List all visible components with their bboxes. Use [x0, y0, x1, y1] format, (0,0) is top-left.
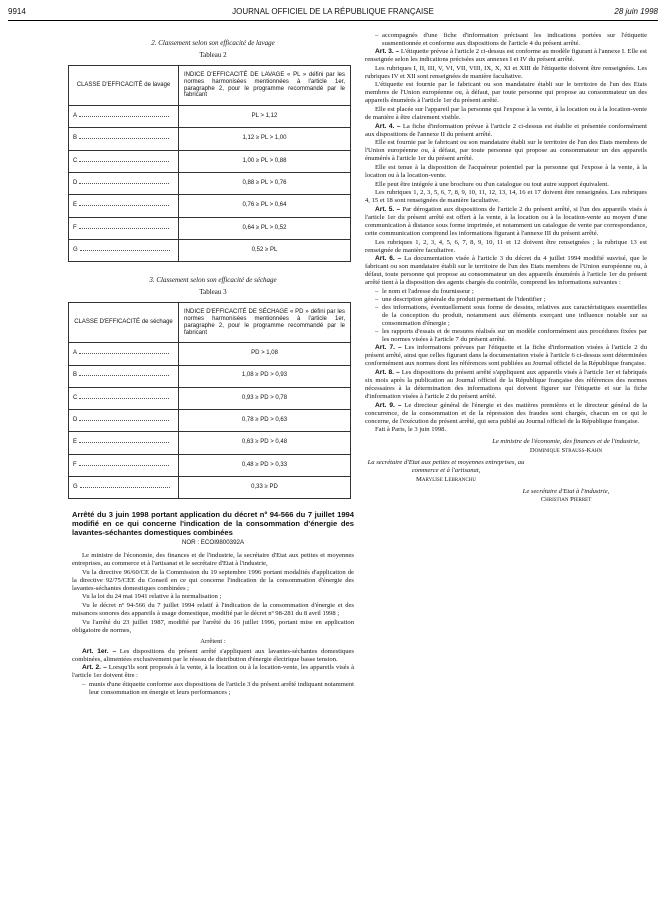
article-label: Art. 6. – [375, 255, 402, 263]
class-letter: C [73, 394, 78, 401]
article-5 [365, 206, 647, 238]
list-item: – des informations, éventuellement sous forme de dessins, relatives aux caractéristiques essentielles de la conception du produit, notamment aux éléments exerçant une influence notable sur sa consommation d'énergie ; [375, 304, 647, 328]
class-letter: G [73, 483, 78, 490]
table-row [69, 217, 351, 239]
signatory-role: Le secrétaire d'Etat à l'industrie, [522, 487, 610, 495]
table-row [69, 172, 351, 194]
section-title: 2. Classement selon son efficacité de lavage [151, 39, 275, 47]
article-text: L'étiquette prévue à l'article 2 ci-dessus est conforme au modèle figurant à l'annexe I. Elle est renseignée selon les indications précisées aux annexes I et IV du présent arrêté. [365, 48, 648, 64]
table-title: Tableau 2 [199, 50, 227, 59]
efficiency-class [69, 343, 179, 365]
dot-leader [79, 420, 169, 421]
article-label: Art. 4. – [375, 122, 401, 130]
efficiency-index-range: 0,64 ≥ PL > 0,52 [179, 217, 351, 239]
table-header-row [69, 66, 351, 106]
class-letter: B [73, 135, 78, 142]
class-letter: F [73, 461, 77, 468]
preamble-paragraph: Vu la directive 96/60/CE de la Commission du 19 septembre 1996 portant modalités d'application de la directive 92/75/CEE du Conseil en ce qui concerne l'indication de la consommation d'énergie des lavantes-séchantes domestiques combinées ; [72, 568, 354, 592]
arrete-title: Arrêté du 3 juin 1998 portant application du décret nº 94-566 du 7 juillet 1994 modifié en ce qui concerne l'indication de la consommation d'énergie des lavantes-séchantes domestiques combinées [72, 510, 354, 537]
table-row [69, 432, 351, 454]
paragraph: Les rubriques 1, 2, 3, 5, 6, 7, 8, 9, 10, 11, 12, 13, 14, 16 et 17 doivent être renseignées. Les rubriques 4, 15 et 18 sont renseignées de manière facultative. [365, 189, 647, 205]
article-2-list [72, 681, 354, 697]
article-label: Art. 8. – [375, 369, 400, 376]
nor-reference: NOR : ECOI9800392A [181, 539, 245, 547]
article-label: Art. 3. – [375, 48, 400, 56]
table-row [69, 476, 351, 498]
paragraph: L'étiquette est fournie par le fabricant ou son mandataire établi sur le territoire de l'un des Etats membres de l'Union européenne ou, à défaut, par toute personne qui propose au consommateur un des appareils énumérés à l'article 1er du présent arrêté. [365, 81, 647, 105]
efficiency-index-range: 0,52 ≥ PL [179, 239, 351, 261]
article-8 [365, 369, 647, 401]
dot-leader [79, 161, 169, 162]
class-letter: C [73, 157, 78, 164]
paragraph: Elle est tenue à la disposition de l'acquéreur potentiel par la personne qui l'expose à la vente, à la location ou à la location-vente. [365, 164, 647, 180]
article-text: La fiche d'information prévue à l'article 2 ci-dessus est établie et présentée conformément aux dispositions de l'annexe II du présent arrêté. [365, 122, 648, 138]
efficiency-class [69, 454, 179, 476]
dot-leader [79, 228, 169, 229]
list-item: – accompagnés d'une fiche d'information précisant les indications portées sur l'étiquette susmentionnée et conforme aux dispositions de l'article 4 du présent arrêté. [375, 32, 647, 48]
list-item: – munis d'une étiquette conforme aux dispositions de l'article 3 du présent arrêté indiquant notamment leur consommation en énergie et leurs performances ; [82, 681, 354, 697]
table-row [69, 239, 351, 261]
article-6-list [365, 288, 647, 344]
table-row [69, 106, 351, 128]
signatory-role: La secrétaire d'Etat aux petites et moyennes entreprises, au commerce et à l'artisanat, [367, 459, 525, 475]
efficiency-index-range: 0,76 ≥ PL > 0,64 [179, 195, 351, 217]
efficiency-index-range: 1,08 ≥ PD > 0,93 [179, 365, 351, 387]
table-row [69, 195, 351, 217]
dot-leader [79, 205, 169, 206]
efficiency-index-range: 0,48 ≥ PD > 0,33 [179, 454, 351, 476]
efficiency-index-range: PL > 1,12 [179, 106, 351, 128]
dot-leader [79, 398, 169, 399]
dot-leader [79, 183, 169, 184]
page-number: 9914 [8, 7, 26, 16]
signatory-name: Christian Pierret [540, 496, 592, 504]
efficiency-index-range: 0,63 ≥ PD > 0,48 [179, 432, 351, 454]
efficiency-class [69, 106, 179, 128]
dot-leader [79, 375, 169, 376]
article-text: La documentation visée à l'article 3 du décret du 4 juillet 1994 modifié susvisé, que le fabricant ou son mandataire établi sur le territoire de l'un des Etats membres de l'Union européenne ou, à défaut, toute personne qui propose au consommateur un des appareils énumérés à l'article 1er du présent arrêté tient à la disposition des agents chargés du contrôle, comprend les informations suivantes : [365, 255, 648, 287]
article-text: Par dérogation aux dispositions de l'article 2 du présent arrêté, si l'un des appareils visés à l'article 1er du présent arrêté est offert à la vente, à la location ou à la location-vente au moyen d'une communication à distance sous forme imprimée, et notamment un catalogue de vente par correspondance, cette communication comprend les informations figurant à l'annexe III du présent arrêté. [365, 206, 647, 238]
journal-title: JOURNAL OFFICIEL DE LA RÉPUBLIQUE FRANÇAISE [232, 7, 434, 16]
efficiency-class [69, 150, 179, 172]
table-row [69, 150, 351, 172]
efficiency-index-range: 0,78 ≥ PD > 0,63 [179, 410, 351, 432]
efficiency-index-range: 0,93 ≥ PD > 0,78 [179, 387, 351, 409]
paragraph: Elle est fournie par le fabricant ou son mandataire établi sur le territoire de l'un des Etats membres de l'Union européenne ou, à défaut, par toute personne qui propose au consommateur un des appareils énumérés à l'article 1er du présent arrêté. [365, 139, 647, 163]
dot-leader [80, 487, 170, 488]
dot-leader [79, 138, 169, 139]
table-row [69, 343, 351, 365]
article-7 [365, 344, 647, 368]
class-letter: E [73, 439, 78, 446]
class-letter: D [73, 417, 78, 424]
page-header [8, 7, 658, 21]
efficiency-index-range: 1,00 ≥ PL > 0,88 [179, 150, 351, 172]
dot-leader [79, 116, 169, 117]
signatory-role: Le ministre de l'économie, des finances et de l'industrie, [492, 438, 640, 446]
efficiency-index-range: 0,88 ≥ PL > 0,76 [179, 172, 351, 194]
article-2 [72, 664, 354, 680]
list-item: – une description générale du produit permettant de l'identifier ; [375, 296, 647, 304]
efficiency-class [69, 432, 179, 454]
table-row [69, 454, 351, 476]
right-column [365, 32, 647, 505]
article-4 [365, 123, 647, 139]
preamble-paragraph: Vu l'arrêté du 23 juillet 1987, modifié par l'arrêté du 16 juillet 1996, portant mise en application obligatoire de normes, [72, 618, 354, 634]
dot-leader [79, 465, 169, 466]
signatory-name: Dominique Strauss-Kahn [529, 447, 603, 455]
section-title: 3. Classement selon son efficacité de séchage [149, 276, 277, 285]
paragraph: Les rubriques I, II, III, V, VI, VII, VIII, IX, X, XI et XIII de l'étiquette doivent être renseignées. Les rubriques IV et XII sont renseignées de manière facultative. [365, 64, 647, 80]
preamble-paragraph: Vu le décret nº 94-566 du 7 juillet 1994 relatif à l'indication de la consommation d'énergie et des nuisances sonores des appareils à usage domestique, modifié par le décret nº 98-281 du 8 avril 1998 ; [72, 601, 354, 617]
table-row [69, 128, 351, 150]
article-label: Art. 2. – [82, 664, 107, 672]
paragraph: Elle est placée sur l'appareil par la personne qui l'expose à la vente, à la location ou à la location-vente de manière à être clairement visible. [365, 106, 647, 122]
efficiency-class [69, 128, 179, 150]
table-header-class: CLASSE D'EFFICACITÉ de lavage [69, 66, 179, 106]
article-label: Art. 1er. – [82, 647, 117, 655]
arretent-heading: Arrêtent : [200, 637, 226, 645]
paragraph: Les rubriques 1, 2, 3, 4, 5, 6, 7, 8, 9, 10, 11 et 12 doivent être renseignées ; la rubrique 13 est renseignée de manière facultative. [365, 238, 647, 254]
efficiency-class [69, 217, 179, 239]
publication-date: 28 juin 1998 [614, 7, 658, 16]
table-header-class: CLASSE D'EFFICACITÉ de séchage [69, 303, 179, 343]
article-9 [365, 402, 647, 426]
preamble-paragraph: Le ministre de l'économie, des finances et de l'industrie, la secrétaire d'Etat aux petites et moyennes entreprises, au commerce et à l'artisanat et le secrétaire d'Etat à l'industrie, [72, 552, 354, 568]
table-row [69, 410, 351, 432]
preamble [72, 552, 354, 635]
class-letter: B [73, 372, 78, 379]
table-header-index: INDICE D'EFFICACITÉ DE LAVAGE « PL » défini par les normes harmonisées mentionnées à l'article 1er, paragraphe 2, pour le programme recommandé par le fabricant [179, 66, 351, 106]
article-text: Les dispositions du présent arrêté s'appliquent aux lavantes-séchantes domestiques combinées, alimentées exclusivement par le réseau de distribution d'énergie électrique basse tension. [72, 647, 354, 663]
article-1 [72, 648, 354, 664]
article-6 [365, 255, 647, 287]
drying-efficiency-table [68, 302, 351, 499]
efficiency-class [69, 476, 179, 498]
efficiency-class [69, 410, 179, 432]
signature-block [485, 438, 647, 455]
list-item: – le nom et l'adresse du fournisseur ; [375, 288, 647, 296]
class-letter: A [73, 113, 78, 120]
efficiency-class [69, 239, 179, 261]
table-header-row [69, 303, 351, 343]
table-row [69, 387, 351, 409]
article-3 [365, 48, 647, 64]
dot-leader [79, 442, 169, 443]
table-header-index: INDICE D'EFFICACITÉ DE SÉCHAGE « PD » défini par les normes harmonisées mentionnées à l'article 1er, paragraphe 2, pour le programme recommandé par le fabricant [179, 303, 351, 343]
article-text: Le directeur général de l'énergie et des matières premières et le directeur général de la concurrence, de la consommation et de la répression des fraudes sont chargés, chacun en ce qui le concerne, de l'exécution du présent arrêté, qui sera publié au Journal officiel de la République française. [365, 401, 648, 425]
article-text: Les dispositions du présent arrêté s'appliquent aux appareils visés à l'article 1er et fabriqués six mois après la publication au Journal officiel de la République française des références des normes nécessaires à la détermination des informations qui doivent figurer sur l'étiquette et sur la fiche d'information visées à l'article 2 du présent arrêté. [365, 369, 647, 401]
efficiency-index-range: PD > 1,08 [179, 343, 351, 365]
table-title: Tableau 3 [199, 287, 227, 296]
efficiency-class [69, 195, 179, 217]
dot-leader [79, 353, 169, 354]
article-label: Art. 9. – [375, 401, 402, 409]
dot-leader [80, 250, 170, 251]
efficiency-class [69, 365, 179, 387]
class-letter: D [73, 179, 78, 186]
efficiency-index-range: 1,12 ≥ PL > 1,00 [179, 128, 351, 150]
class-letter: E [73, 202, 78, 209]
class-letter: F [73, 224, 77, 231]
class-letter: G [73, 246, 78, 253]
left-column [72, 32, 354, 697]
article-text: Les informations prévues par l'étiquette et la fiche d'information visées à l'article 2 du présent arrêté, ainsi que celles figurant dans la documentation visée à l'article 6 ci-dessus sont déterminées conformément aux normes dont les références sont publiées au Journal officiel de la République française. [365, 344, 647, 368]
signatory-name: Marylise Lebranchu [416, 475, 476, 483]
article-label: Art. 5. – [375, 206, 401, 213]
efficiency-index-range: 0,33 ≥ PD [179, 476, 351, 498]
signature-date: Fait à Paris, le 3 juin 1998. [375, 426, 447, 434]
preamble-paragraph: Vu la loi du 24 mai 1941 relative à la normalisation ; [82, 593, 222, 601]
class-letter: A [73, 350, 78, 357]
list-item: – les rapports d'essais et de mesures réalisés sur un modèle conformément aux procédures fixées par les normes visées à l'article 7 du présent arrêté. [375, 328, 647, 344]
paragraph: Elle peut être intégrée à une brochure ou d'un catalogue ou tout autre support équivalent. [375, 180, 609, 188]
washing-efficiency-table [68, 65, 351, 262]
efficiency-class [69, 172, 179, 194]
article-2-list-continued [365, 32, 647, 48]
table-row [69, 365, 351, 387]
signature-block [365, 459, 527, 484]
efficiency-class [69, 387, 179, 409]
article-text: Lorsqu'ils sont proposés à la vente, à la location ou à la location-vente, les appareils visés à l'article 1er doivent être : [72, 664, 355, 680]
signature-block [485, 488, 647, 505]
article-label: Art. 7. – [375, 344, 402, 352]
